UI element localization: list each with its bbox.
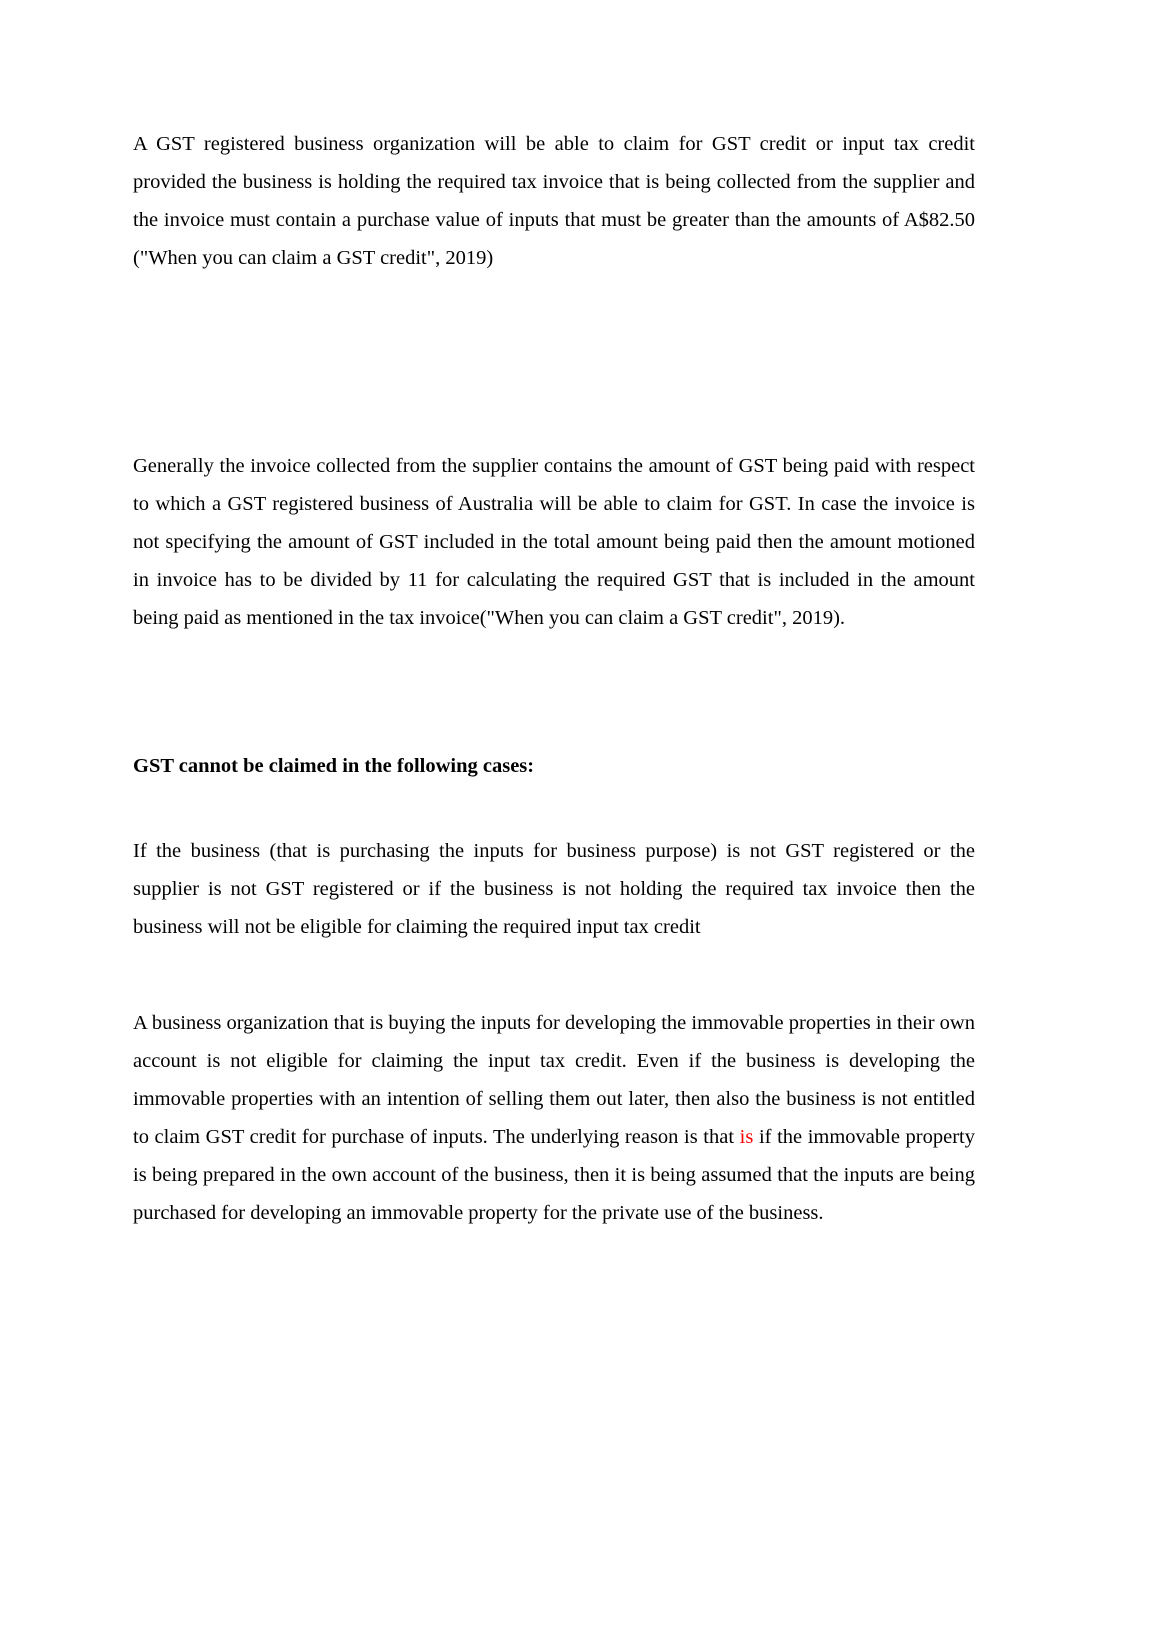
paragraph-invoice-gst-amount: Generally the invoice collected from the supplier contains the amount of GST being paid with respect to which a GST registered business of Australia will be able to claim for GST. In case the invoice is not specifying the amount of GST included in the total amount being paid then the amount motioned in invoice has to be divided by 11 for calculating the required GST that is included in the amount being paid as mentioned in the tax invoice("When you can claim a GST credit", 2019).: [133, 455, 975, 629]
paragraph-immovable-text-after: if the immovable property is being prepared in the own account of the business, then it is being assumed that the inputs are being purchased for developing an immovable property for the private use of the business.: [133, 1126, 975, 1224]
paragraph-immovable-text-before: A business organization that is buying the inputs for developing the immovable properties in their own account is not eligible for claiming the input tax credit. Even if the business is developing the immovable properties with an intention of selling them out later, then also the business is not entitled to claim GST credit for purchase of inputs. The underlying reason is that: [133, 1012, 975, 1148]
highlighted-word-is: is: [739, 1126, 754, 1148]
paragraph-gap-3: [133, 946, 975, 1004]
heading-gap: [133, 785, 975, 832]
top-margin-spacer: [133, 0, 975, 125]
paragraph-immovable-properties: [133, 1004, 975, 1232]
paragraph-gap-1: [133, 277, 975, 447]
heading-gst-cannot-be-claimed: GST cannot be claimed in the following cases:: [133, 755, 535, 777]
paragraph-not-registered-cases: If the business (that is purchasing the inputs for business purpose) is not GST registered or the supplier is not GST registered or if the business is not holding the required tax invoice then the business will not be eligible for claiming the required input tax credit: [133, 840, 975, 938]
document-text-column: [133, 0, 975, 1232]
paragraph-gap-2: [133, 637, 975, 747]
paragraph-gst-credit-eligibility: A GST registered business organization will be able to claim for GST credit or input tax credit provided the business is holding the required tax invoice that is being collected from the supplier and the invoice must contain a purchase value of inputs that must be greater than the amounts of A$82.50 ("When you can claim a GST credit", 2019): [133, 133, 975, 269]
